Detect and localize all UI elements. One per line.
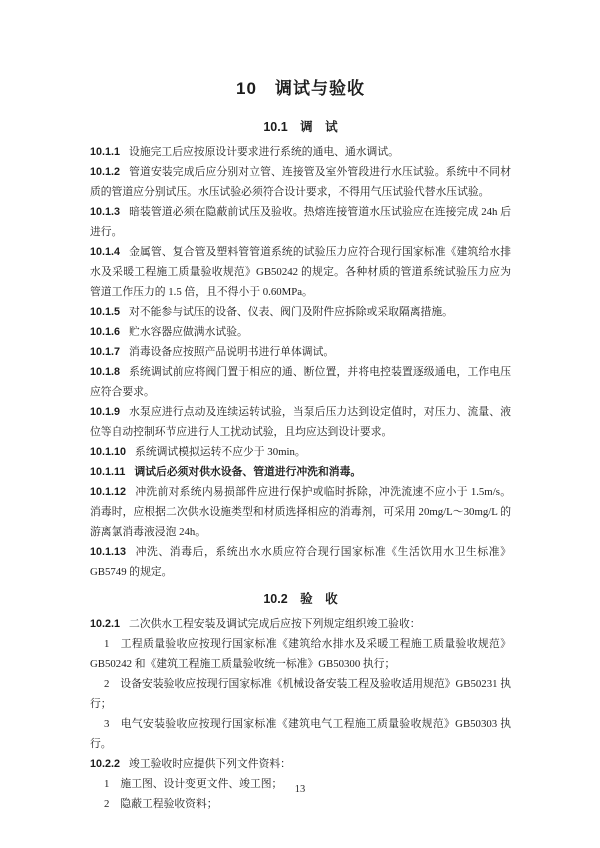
clause-10-1-4	[90, 242, 511, 302]
clause-number: 10.1.7	[90, 346, 121, 358]
clause-number: 10.1.8	[90, 366, 121, 378]
clause-number: 10.2.2	[90, 758, 121, 770]
clause-number: 10.1.11	[90, 466, 126, 478]
clause-text: 水泵应进行点动及连续运转试验，当泵后压力达到设定值时，对压力、流量、液位等自动控制环节应进行人工扰动试验，且均应达到设计要求。	[90, 406, 511, 438]
subitem-text: 隐蔽工程验收资料；	[120, 798, 218, 810]
clause-number: 10.1.4	[90, 246, 121, 258]
subitem-number: 1	[104, 638, 110, 650]
clause-10-1-13	[90, 542, 511, 582]
clause-number: 10.1.3	[90, 206, 121, 218]
subitem-text: 施工图、设计变更文件、竣工图；	[120, 778, 283, 790]
clause-10-1-12	[90, 482, 511, 542]
clause-text: 金属管、复合管及塑料管管道系统的试验压力应符合现行国家标准《建筑给水排水及采暖工程施工质量验收规范》GB50242 的规定。各种材质的管道系统试验压力应为管道工作压力的 1.5 倍，且不得小于 0.60MPa。	[90, 246, 511, 298]
clause-10-1-6	[90, 322, 511, 342]
clause-10-1-8	[90, 362, 511, 402]
clause-text: 暗装管道必须在隐蔽前试压及验收。热熔连接管道水压试验应在连接完成 24h 后进行。	[90, 206, 511, 238]
clause-text: 调试后必须对供水设备、管道进行冲洗和消毒。	[134, 466, 362, 478]
clause-text: 消毒设备应按照产品说明书进行单体调试。	[129, 346, 335, 358]
clause-number: 10.1.2	[90, 166, 121, 178]
subitem-number: 2	[104, 798, 110, 810]
clause-10-1-10	[90, 442, 511, 462]
subitem-10-2-1-2	[90, 674, 511, 714]
clause-10-1-9	[90, 402, 511, 442]
subitem-number: 2	[104, 678, 110, 690]
chapter-title: 10 调试与验收	[236, 79, 365, 98]
clause-number: 10.1.5	[90, 306, 121, 318]
subitem-number: 1	[104, 778, 110, 790]
subitem-text: 电气安装验收应按现行国家标准《建筑电气工程施工质量验收规范》GB50303 执行。	[90, 718, 511, 750]
clause-10-1-5	[90, 302, 511, 322]
clause-number: 10.1.9	[90, 406, 121, 418]
clause-number: 10.1.13	[90, 546, 127, 558]
clause-10-1-7	[90, 342, 511, 362]
clause-10-1-3	[90, 202, 511, 242]
clause-10-2-2	[90, 754, 511, 774]
clause-10-1-2	[90, 162, 511, 202]
clause-text: 系统调试模拟运转不应少于 30min。	[135, 446, 306, 458]
subitem-10-2-1-3	[90, 714, 511, 754]
clause-text: 贮水容器应做满水试验。	[129, 326, 248, 338]
clause-text: 冲洗前对系统内易损部件应进行保护或临时拆除，冲洗流速不应小于 1.5m/s。消毒时，应根据二次供水设施类型和材质选择相应的消毒剂，可采用 20mg/L～30mg/L 的游离氯消毒液浸泡 24h。	[90, 486, 511, 538]
clause-number: 10.2.1	[90, 618, 121, 630]
clause-text: 管道安装完成后应分别对立管、连接管及室外管段进行水压试验。系统中不同材质的管道应分别试压。水压试验必须符合设计要求，不得用气压试验代替水压试验。	[90, 166, 511, 198]
clause-10-1-11-mandatory	[90, 462, 511, 482]
clause-number: 10.1.10	[90, 446, 127, 458]
clause-text: 二次供水工程安装及调试完成后应按下列规定组织竣工验收：	[129, 618, 421, 630]
clause-10-1-1	[90, 142, 511, 162]
clause-text: 对不能参与试压的设备、仪表、阀门及附件应拆除或采取隔离措施。	[129, 306, 453, 318]
subitem-10-2-1-1	[90, 634, 511, 674]
subitem-number: 3	[104, 718, 110, 730]
clause-text: 系统调试前应将阀门置于相应的通、断位置，并将电控装置逐级通电，工作电压应符合要求。	[90, 366, 511, 398]
clause-number: 10.1.1	[90, 146, 121, 158]
section-heading-10-2: 10.2 验 收	[263, 592, 338, 606]
subitem-text: 设备安装验收应按现行国家标准《机械设备安装工程及验收适用规范》GB50231 执行；	[90, 678, 511, 710]
clause-number: 10.1.6	[90, 326, 121, 338]
page-number: 13	[294, 784, 306, 795]
clause-text: 竣工验收时应提供下列文件资料：	[129, 758, 291, 770]
subitem-text: 工程质量验收应按现行国家标准《建筑给水排水及采暖工程施工质量验收规范》GB50242 和《建筑工程施工质量验收统一标准》GB50300 执行；	[90, 638, 511, 670]
clause-number: 10.1.12	[90, 486, 127, 498]
clause-10-2-1	[90, 614, 511, 634]
clause-text: 设施完工后应按原设计要求进行系统的通电、通水调试。	[129, 146, 399, 158]
section-heading-10-1: 10.1 调 试	[263, 120, 338, 134]
clause-text: 冲洗、消毒后，系统出水水质应符合现行国家标准《生活饮用水卫生标准》GB5749 的规定。	[90, 546, 511, 578]
